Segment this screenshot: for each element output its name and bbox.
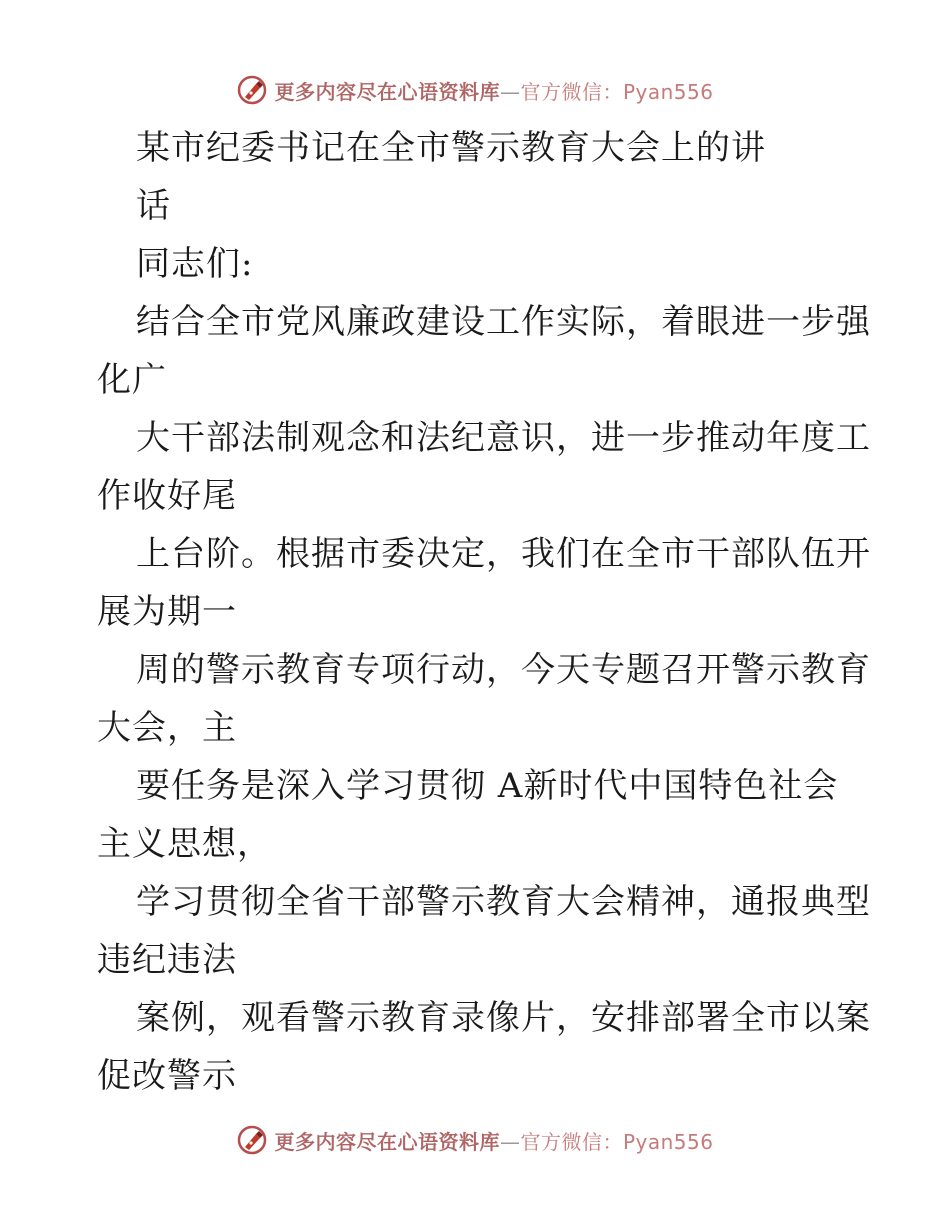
paragraph-line: 学习贯彻全省干部警示教育大会精神，通报典型	[136, 882, 871, 922]
paragraph-line: 作收好尾	[97, 476, 237, 516]
paragraph-line: 化广	[97, 360, 167, 400]
paragraph-line: 周的警示教育专项行动，今天专题召开警示教育	[136, 650, 871, 690]
banner-wechat-text: 官方微信：Pyan556	[520, 79, 714, 104]
banner-separator: —	[499, 1129, 521, 1154]
pen-nib-logo-icon	[236, 1124, 268, 1156]
paragraph-line: 大会，主	[97, 708, 237, 748]
banner-main-text: 更多内容尽在心语资料库	[274, 1129, 500, 1154]
paragraph-line: 结合全市党风廉政建设工作实际，着眼进一步强	[136, 302, 871, 342]
paragraph-line: 案例，观看警示教育录像片，安排部署全市以案	[136, 998, 871, 1038]
banner-main-text: 更多内容尽在心语资料库	[274, 79, 500, 104]
paragraph-line: 大干部法制观念和法纪意识，进一步推动年度工	[136, 418, 871, 458]
document-title-line-1: 某市纪委书记在全市警示教育大会上的讲	[136, 128, 766, 168]
document-title-line-2: 话	[136, 186, 171, 226]
paragraph-line: 主义思想，	[97, 824, 272, 864]
paragraph-line: 要任务是深入学习贯彻 A新时代中国特色社会	[136, 766, 839, 806]
banner-wechat-text: 官方微信：Pyan556	[520, 1129, 714, 1154]
paragraph-line: 上台阶。根据市委决定，我们在全市干部队伍开	[136, 534, 871, 574]
banner-text	[274, 1126, 713, 1155]
paragraph-line: 促改警示	[97, 1056, 237, 1096]
footer-banner	[0, 1120, 950, 1160]
paragraph-line: 展为期一	[97, 592, 237, 632]
greeting: 同志们:	[136, 244, 254, 284]
paragraph-line: 违纪违法	[97, 940, 237, 980]
banner-separator: —	[499, 79, 521, 104]
